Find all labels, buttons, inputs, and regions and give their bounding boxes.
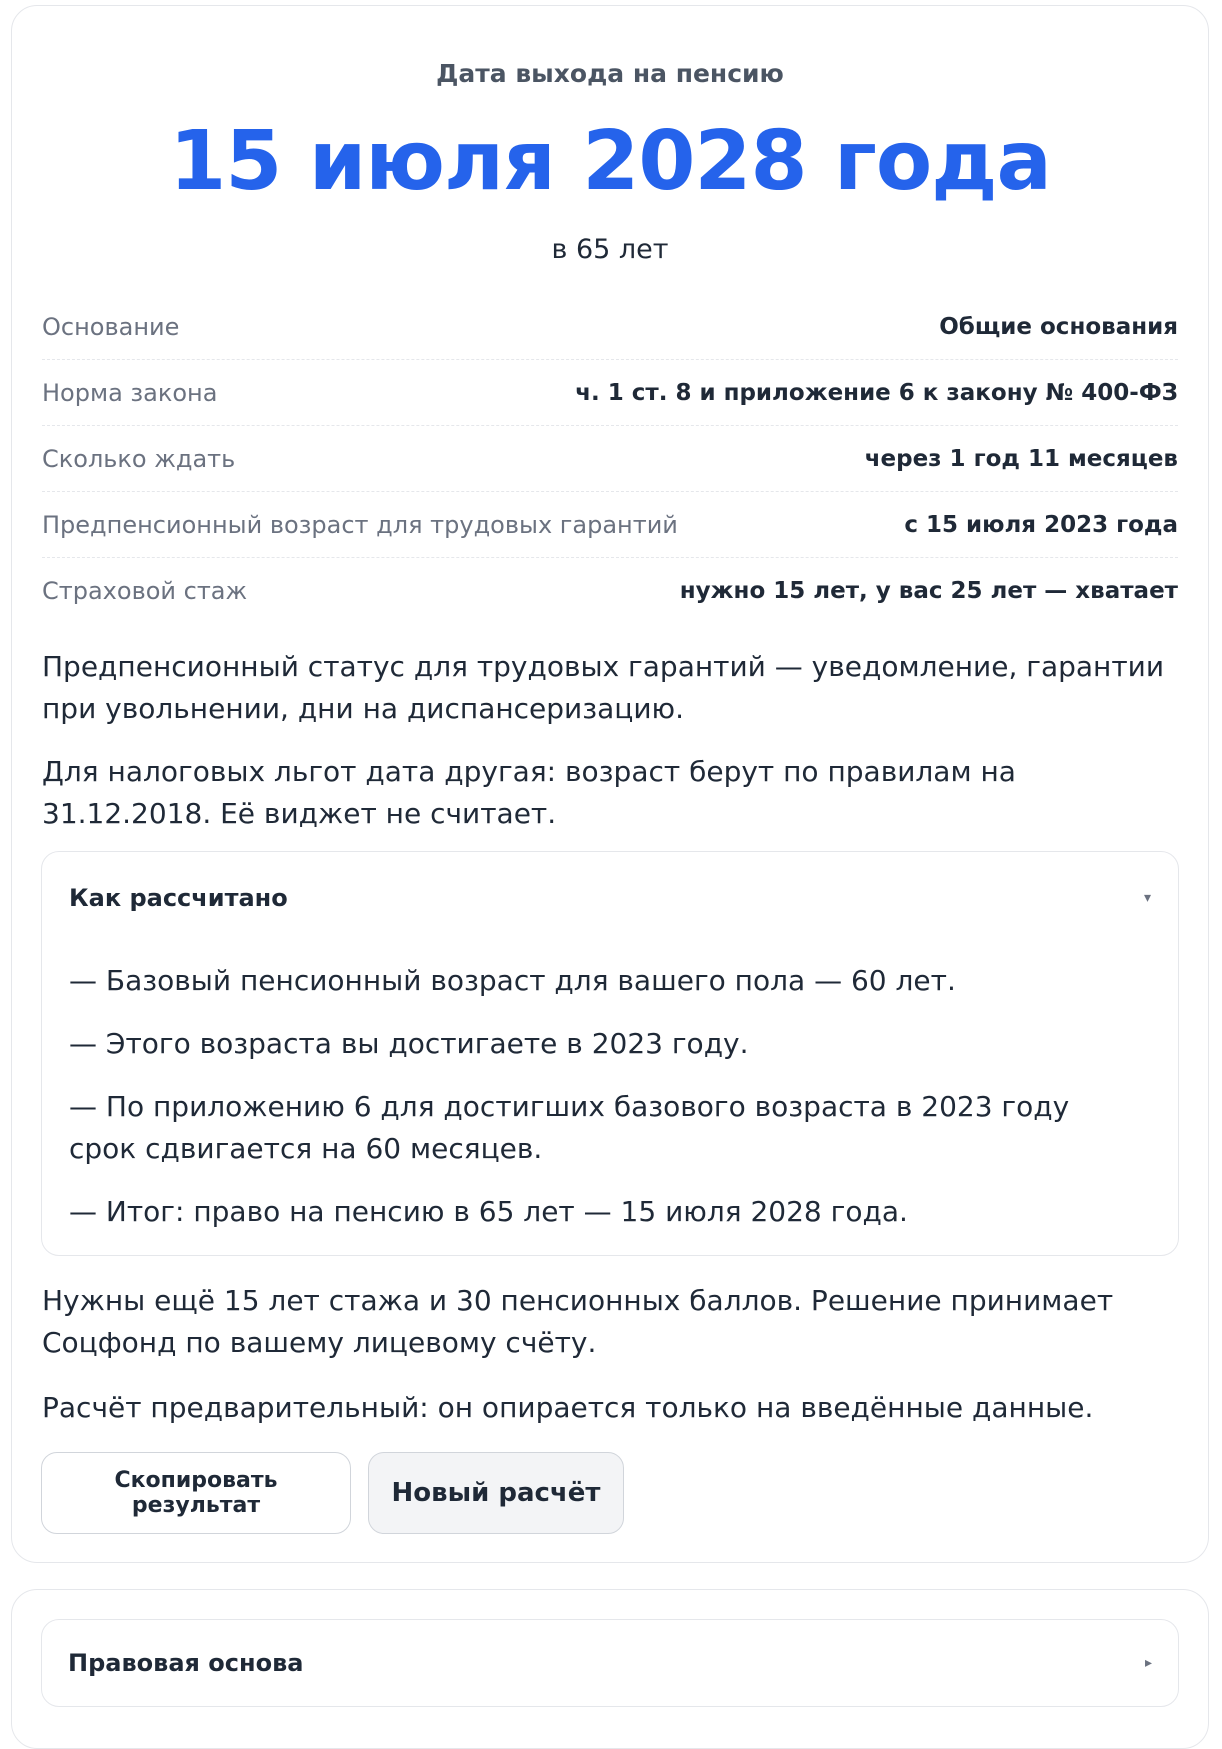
result-card [11,5,1209,1563]
chevron-right-icon: ▸ [1144,1655,1152,1671]
info-row-wait [42,426,1178,492]
info-row-experience [42,558,1178,624]
info-value: через 1 год 11 месяцев [864,445,1178,472]
info-row-pre-pension [42,492,1178,558]
requirements-note: Нужны ещё 15 лет стажа и 30 пенсионных баллов. Решение принимает Соцфонд по вашему лицевому счёту. [42,1284,1114,1359]
info-row-law [42,360,1178,426]
info-value: Общие основания [939,313,1178,340]
calculation-step: — По приложению 6 для достигших базового возраста в 2023 году срок сдвигается на 60 месяцев. [69,1090,1070,1165]
tax-note: Для налоговых льгот дата другая: возраст берут по правилам на 31.12.2018. Её виджет не считает. [42,755,1016,830]
legal-basis-summary[interactable] [41,1619,1179,1707]
legal-card [11,1589,1209,1749]
info-value: нужно 15 лет, у вас 25 лет — хватает [679,578,1178,604]
calculation-steps [69,960,1138,1254]
info-row-basis [42,294,1178,360]
info-label: Предпенсионный возраст для трудовых гарантий [42,510,678,539]
retirement-date: 15 июля 2028 года [169,114,1051,209]
info-value: ч. 1 ст. 8 и приложение 6 к закону № 400-ФЗ [575,379,1178,406]
retirement-age: в 65 лет [551,234,669,265]
pre-pension-note: Предпенсионный статус для трудовых гарантий — уведомление, гарантии при увольнении, дни на диспансеризацию. [42,650,1165,725]
calculation-step: — Базовый пенсионный возраст для вашего пола — 60 лет. [69,964,956,997]
calculation-step: — Этого возраста вы достигаете в 2023 году. [69,1027,749,1060]
chevron-down-icon: ▾ [1143,890,1151,906]
info-label: Основание [42,312,180,341]
copy-result-button[interactable]: Скопировать результат [41,1452,351,1534]
disclaimer-note: Расчёт предварительный: он опирается только на введённые данные. [42,1391,1094,1424]
new-calculation-button[interactable]: Новый расчёт [368,1452,624,1534]
calculation-title: Как рассчитано [69,884,288,912]
info-label: Страховой стаж [42,577,248,605]
calculation-details [41,851,1179,1256]
legal-basis-title: Правовая основа [68,1649,304,1677]
calculation-step: — Итог: право на пенсию в 65 лет — 15 июля 2028 года. [69,1195,908,1228]
info-label: Норма закона [42,378,218,407]
result-kicker: Дата выхода на пенсию [436,59,784,88]
info-label: Сколько ждать [42,444,236,473]
calculation-summary[interactable] [69,878,1151,918]
info-value: с 15 июля 2023 года [904,511,1178,538]
info-table [42,294,1178,624]
